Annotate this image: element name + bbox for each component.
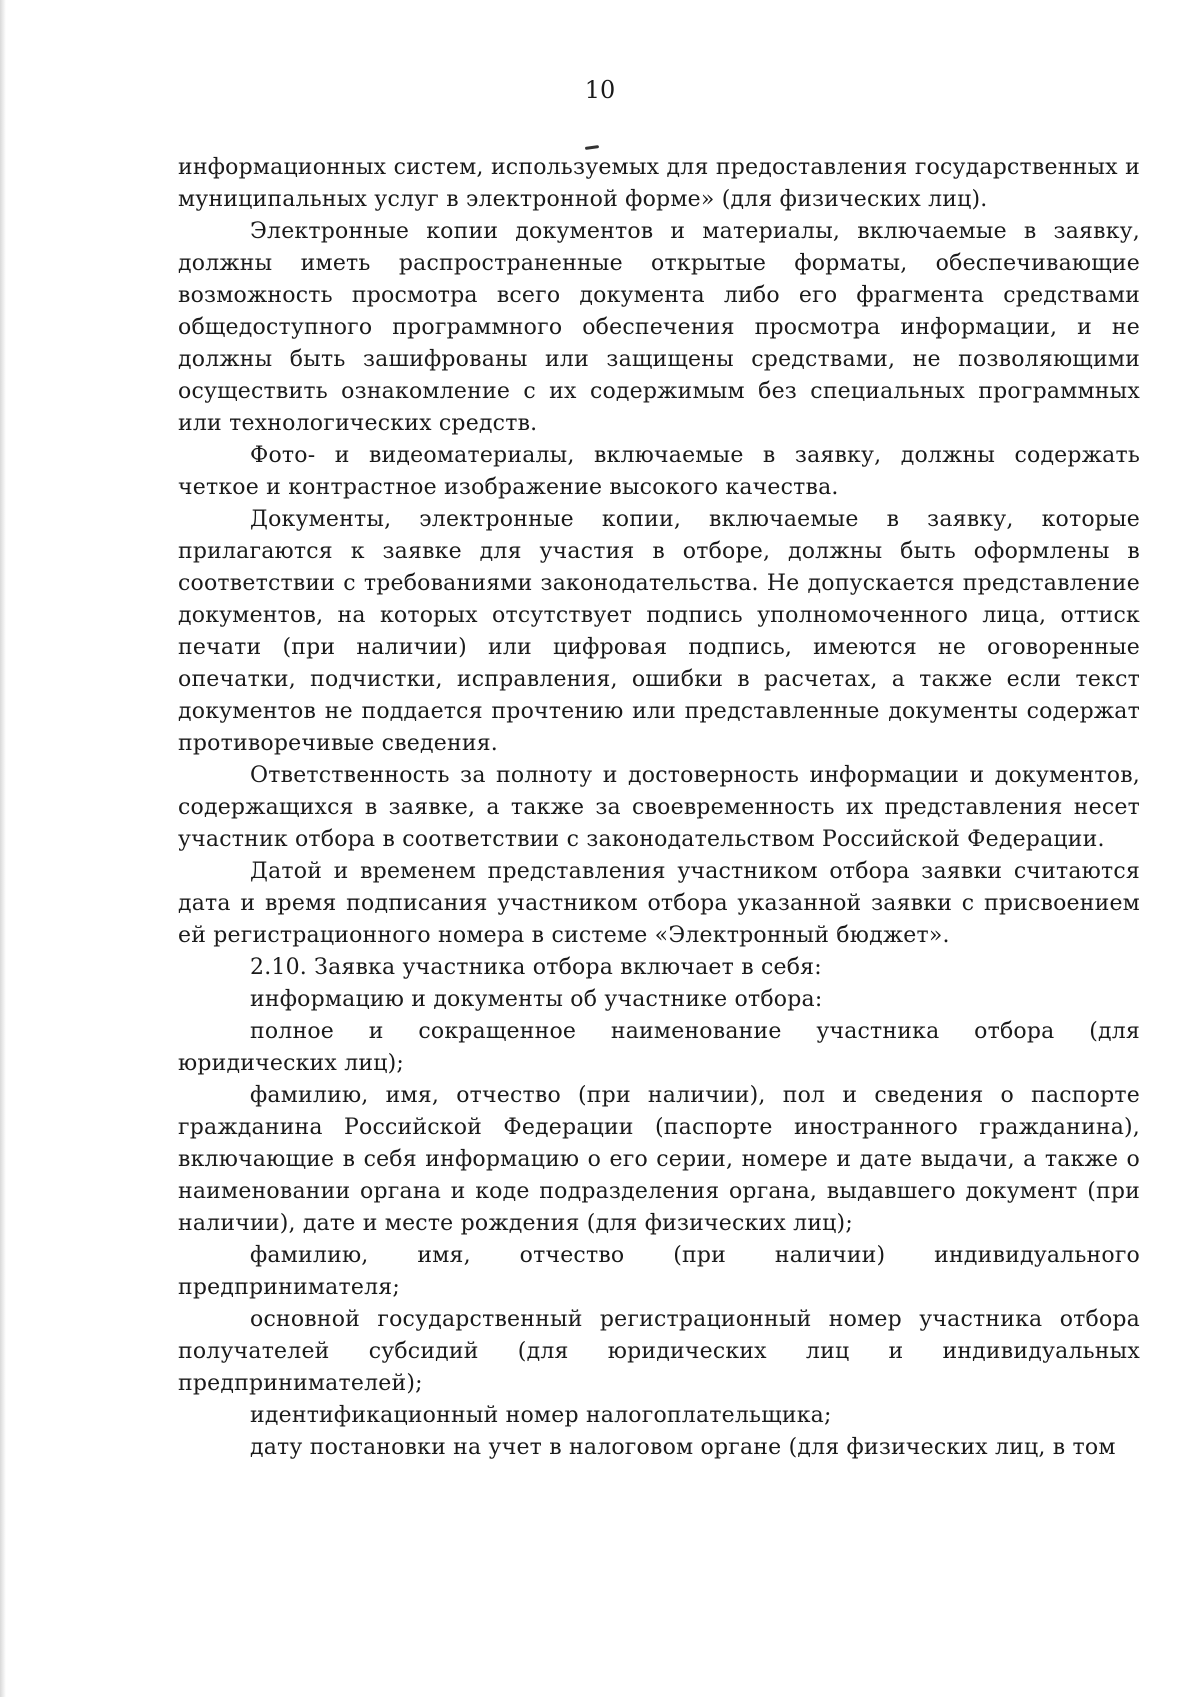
scan-edge-shadow [0, 0, 6, 1697]
list-item-passport-info: фамилию, имя, отчество (при наличии), пол и сведения о паспорте гражданина Российской Федерации (паспорте иностранного гражданина), включающие в себя информацию о его серии, номере и дате выдачи, а также о наименовании органа и коде подразделения органа, выдавшего документ (при наличии), дате и месте рождения (для физических лиц); [178, 1083, 1140, 1236]
paragraph-participant-info: информацию и документы об участнике отбора: [250, 987, 823, 1012]
page-number: 10 [584, 76, 616, 104]
list-item-full-name: полное и сокращенное наименование участника отбора (для юридических лиц); [178, 1019, 1140, 1076]
list-item-tax-registration-date: дату постановки на учет в налоговом органе (для физических лиц, в том [250, 1435, 1116, 1460]
paragraph-section-2-10: 2.10. Заявка участника отбора включает в себя: [250, 955, 822, 980]
paragraph-submission-date: Датой и временем представления участником отбора заявки считаются дата и время подписания участником отбора указанной заявки с присвоением ей регистрационного номера в системе «Электронный бюджет». [178, 859, 1140, 948]
list-item-entrepreneur-name: фамилию, имя, отчество (при наличии) индивидуального предпринимателя; [178, 1243, 1140, 1300]
paragraph-documents-requirements: Документы, электронные копии, включаемые в заявку, которые прилагаются к заявке для участия в отборе, должны быть оформлены в соответствии с требованиями законодательства. Не допускается представление документов, на которых отсутствует подпись уполномоченного лица, оттиск печати (при наличии) или цифровая подпись, имеются не оговоренные опечатки, подчистки, исправления, ошибки в расчетах, а также если текст документов не поддается прочтению или представленные документы содержат противоречивые сведения. [178, 507, 1140, 756]
list-item-ogrn: основной государственный регистрационный номер участника отбора получателей субсидий (для юридических лиц и индивидуальных предпринимателей); [178, 1307, 1140, 1396]
paragraph-responsibility: Ответственность за полноту и достоверность информации и документов, содержащихся в заявке, а также за своевременность их представления несет участник отбора в соответствии с законодательством Российской Федерации. [178, 763, 1140, 852]
list-item-inn: идентификационный номер налогоплательщика; [250, 1403, 832, 1428]
paragraph-continuation: информационных систем, используемых для предоставления государственных и муниципальных услуг в электронной форме» (для физических лиц). [178, 155, 1140, 212]
document-body [178, 152, 1140, 1464]
paragraph-photo-video: Фото- и видеоматериалы, включаемые в заявку, должны содержать четкое и контрастное изображение высокого качества. [178, 443, 1140, 500]
scan-artifact-mark [585, 145, 599, 150]
paragraph-electronic-copies: Электронные копии документов и материалы, включаемые в заявку, должны иметь распространенные открытые форматы, обеспечивающие возможность просмотра всего документа либо его фрагмента средствами общедоступного программного обеспечения просмотра информации, и не должны быть зашифрованы или защищены средствами, не позволяющими осуществить ознакомление с их содержимым без специальных программных или технологических средств. [178, 219, 1140, 436]
